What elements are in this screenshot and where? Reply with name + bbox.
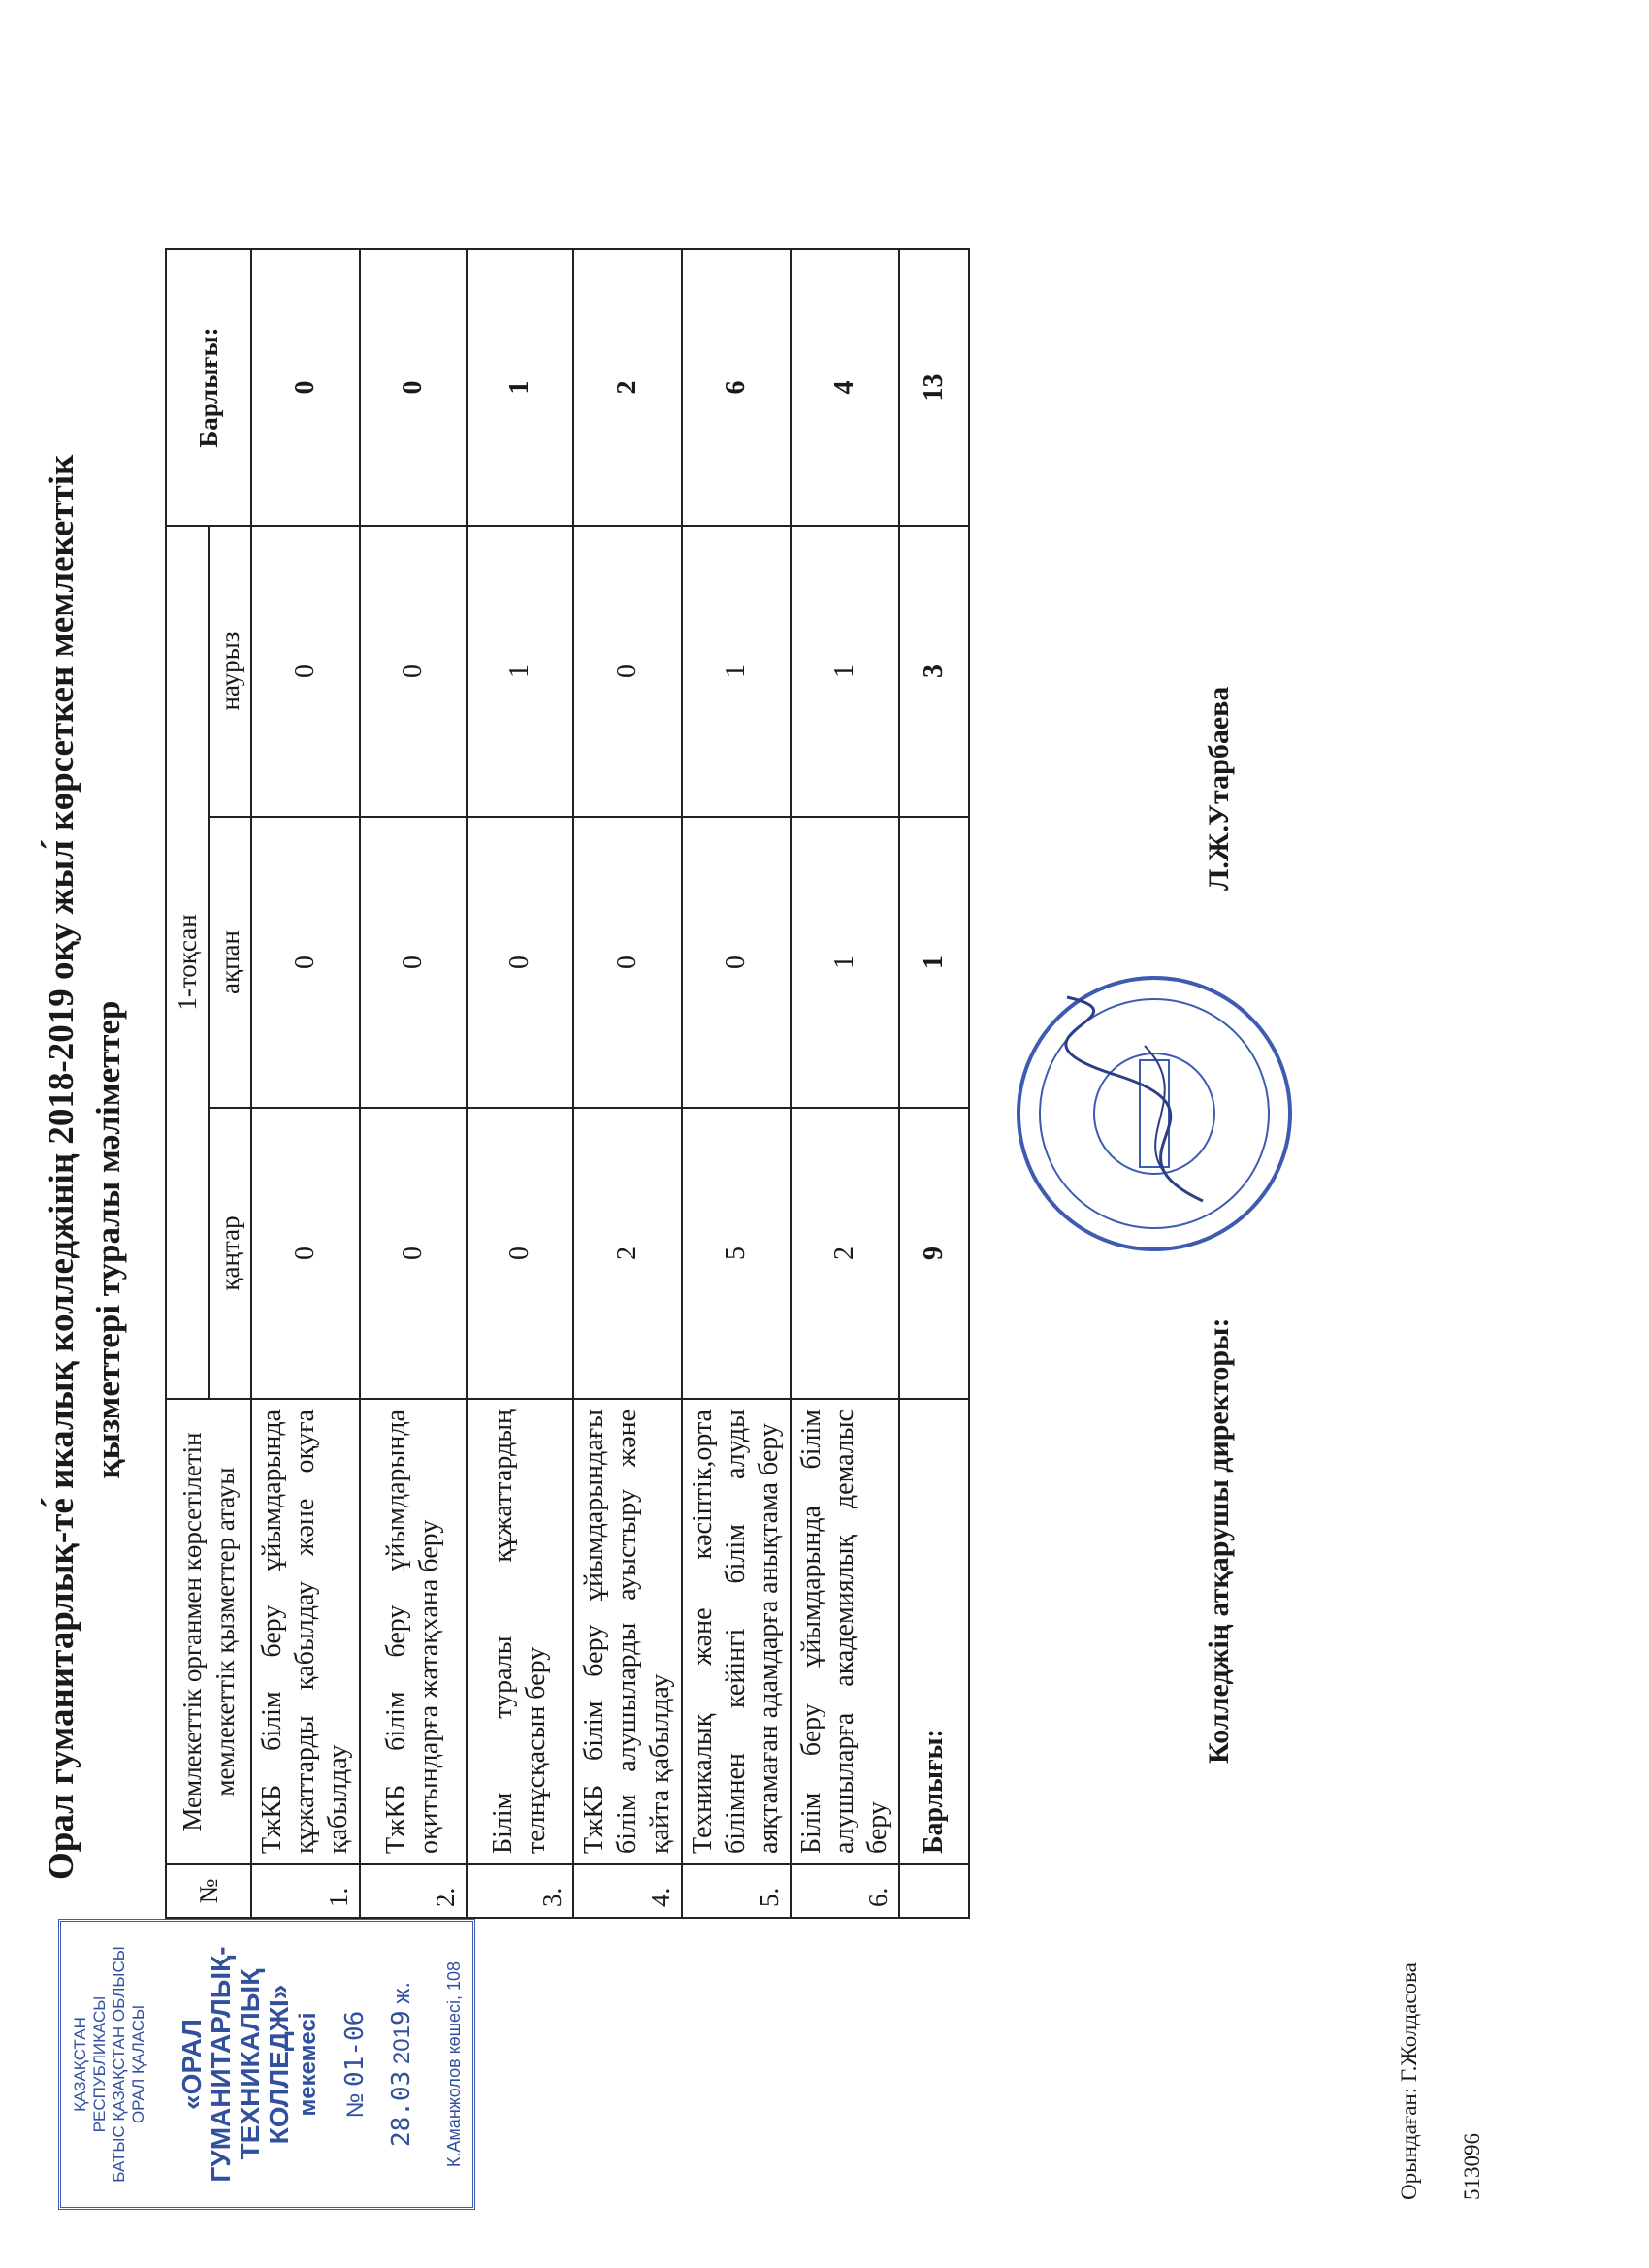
- header-quarter: 1-тоқсан: [166, 526, 209, 1399]
- stamp-org-5: мекемесі: [295, 2012, 321, 2117]
- stamp-year-prefix: 201: [389, 2025, 415, 2065]
- service-name: ТжКБ білім беру ұйымдарындағы білім алушыларды ауыстыру және қайта қабылдау: [573, 1399, 682, 1864]
- executor-line: Орындаған: Г.Жолдасова: [1397, 1962, 1421, 2200]
- value-total: 2: [573, 249, 682, 526]
- stamp-no-value: 01-06: [340, 2010, 370, 2087]
- table-row: [251, 249, 360, 1918]
- row-number: 6.: [791, 1864, 899, 1918]
- stamp-year-unit: ж.: [389, 1981, 415, 2004]
- title-line-1: Орал гуманитарлық-те́ икалық колледжінің 2018-2019 оқу жыл́ көрсеткен мемлекеттік: [42, 454, 81, 1880]
- stamp-date-line: [387, 1929, 416, 2199]
- total-jan: 9: [899, 1108, 969, 1399]
- value-total: 6: [682, 249, 791, 526]
- value-feb: 0: [360, 817, 467, 1108]
- table-row: [791, 249, 899, 1918]
- stamp-org-4: КОЛЛЕДЖІ»: [264, 1984, 294, 2145]
- table-row: [360, 249, 467, 1918]
- table-row: [573, 249, 682, 1918]
- title-line-2: қызметтері туралы мәліметтер: [89, 1000, 127, 1479]
- value-feb: 0: [251, 817, 360, 1108]
- stamp-no-label: №: [342, 2092, 369, 2119]
- stamp-org-1: «ОРАЛ: [177, 2019, 207, 2110]
- stamp-org-3: ТЕХНИКАЛЫҚ: [235, 1968, 265, 2160]
- value-mar: 0: [573, 526, 682, 817]
- stamp-country: ҚАЗАҚСТАН: [71, 2017, 89, 2112]
- service-name: ТжКБ білім беру ұйымдарында оқитындарға жатақхана беру: [360, 1399, 467, 1864]
- stamp-date-value: 28.03: [387, 2070, 416, 2148]
- value-feb: 0: [682, 817, 791, 1108]
- service-name: Білім беру ұйымдарында білім алушыларға академиялық демалыс беру: [791, 1399, 899, 1864]
- signature-role: Колледжің атқарушы директоры:: [1203, 1317, 1235, 1764]
- row-number: 4.: [573, 1864, 682, 1918]
- value-mar: 0: [360, 526, 467, 817]
- totals-empty-cell: [899, 1864, 969, 1918]
- row-number: 1.: [251, 1864, 360, 1918]
- stamp-number-line: [340, 1929, 370, 2199]
- stamp-region: БАТЫС ҚАЗАҚСТАН ОБЛЫСЫ: [110, 1946, 128, 2183]
- value-total: 1: [467, 249, 573, 526]
- row-number: 2.: [360, 1864, 467, 1918]
- value-jan: 2: [573, 1108, 682, 1399]
- round-seal-icon: [1009, 968, 1300, 1259]
- value-feb: 0: [573, 817, 682, 1108]
- value-jan: 0: [251, 1108, 360, 1399]
- service-name: Білім туралы құжаттардың телнұсқасын беру: [467, 1399, 573, 1864]
- phone-number: 513096: [1460, 2133, 1484, 2200]
- stamp-address: К.Аманжолов көшесі, 108: [444, 1960, 464, 2168]
- stamp-org-2: ГУМАНИТАРЛЫҚ-: [206, 1946, 236, 2183]
- service-name: Техникалық және кәсіптік,орта білімнен кейінгі білім алуды аяқтамаған адамдарға анықтама беру: [682, 1399, 791, 1864]
- value-feb: 0: [467, 817, 573, 1108]
- totals-row: [899, 249, 969, 1918]
- header-month-feb: ақпан: [209, 817, 251, 1108]
- grand-total: 13: [899, 249, 969, 526]
- value-total: 0: [360, 249, 467, 526]
- total-mar: 3: [899, 526, 969, 817]
- total-feb: 1: [899, 817, 969, 1108]
- value-mar: 1: [791, 526, 899, 817]
- table-row: [467, 249, 573, 1918]
- value-mar: 1: [467, 526, 573, 817]
- header-no: №: [166, 1864, 251, 1918]
- header-month-jan: қаңтар: [209, 1108, 251, 1399]
- value-mar: 1: [682, 526, 791, 817]
- value-total: 4: [791, 249, 899, 526]
- services-table: [165, 248, 970, 1919]
- value-total: 0: [251, 249, 360, 526]
- stamp-city: ОРАЛ ҚАЛАСЫ: [129, 2004, 147, 2124]
- value-jan: 0: [360, 1108, 467, 1399]
- signature-name: Л.Ж.Утарбаева: [1203, 686, 1235, 891]
- value-feb: 1: [791, 817, 899, 1108]
- registration-stamp: [58, 1919, 475, 2210]
- totals-label: Барлығы:: [899, 1399, 969, 1864]
- value-mar: 0: [251, 526, 360, 817]
- value-jan: 0: [467, 1108, 573, 1399]
- header-total: Барлығы:: [166, 249, 251, 526]
- service-name: ТжКБ білім беру ұйымдарында құжаттарды қабылдау және оқуға қабылдау: [251, 1399, 360, 1864]
- value-jan: 2: [791, 1108, 899, 1399]
- header-service: Мемлекеттік органмен көрсетілетін мемлекеттік қызметтер атауы: [166, 1399, 251, 1864]
- row-number: 5.: [682, 1864, 791, 1918]
- stamp-year-suffix: 9: [387, 2010, 416, 2026]
- document-title: [39, 250, 132, 1880]
- value-jan: 5: [682, 1108, 791, 1399]
- header-row: [166, 249, 209, 1918]
- table-row: [682, 249, 791, 1918]
- stamp-republic: РЕСПУБЛИКАСЫ: [90, 1995, 109, 2133]
- header-month-mar: наурыз: [209, 526, 251, 817]
- row-number: 3.: [467, 1864, 573, 1918]
